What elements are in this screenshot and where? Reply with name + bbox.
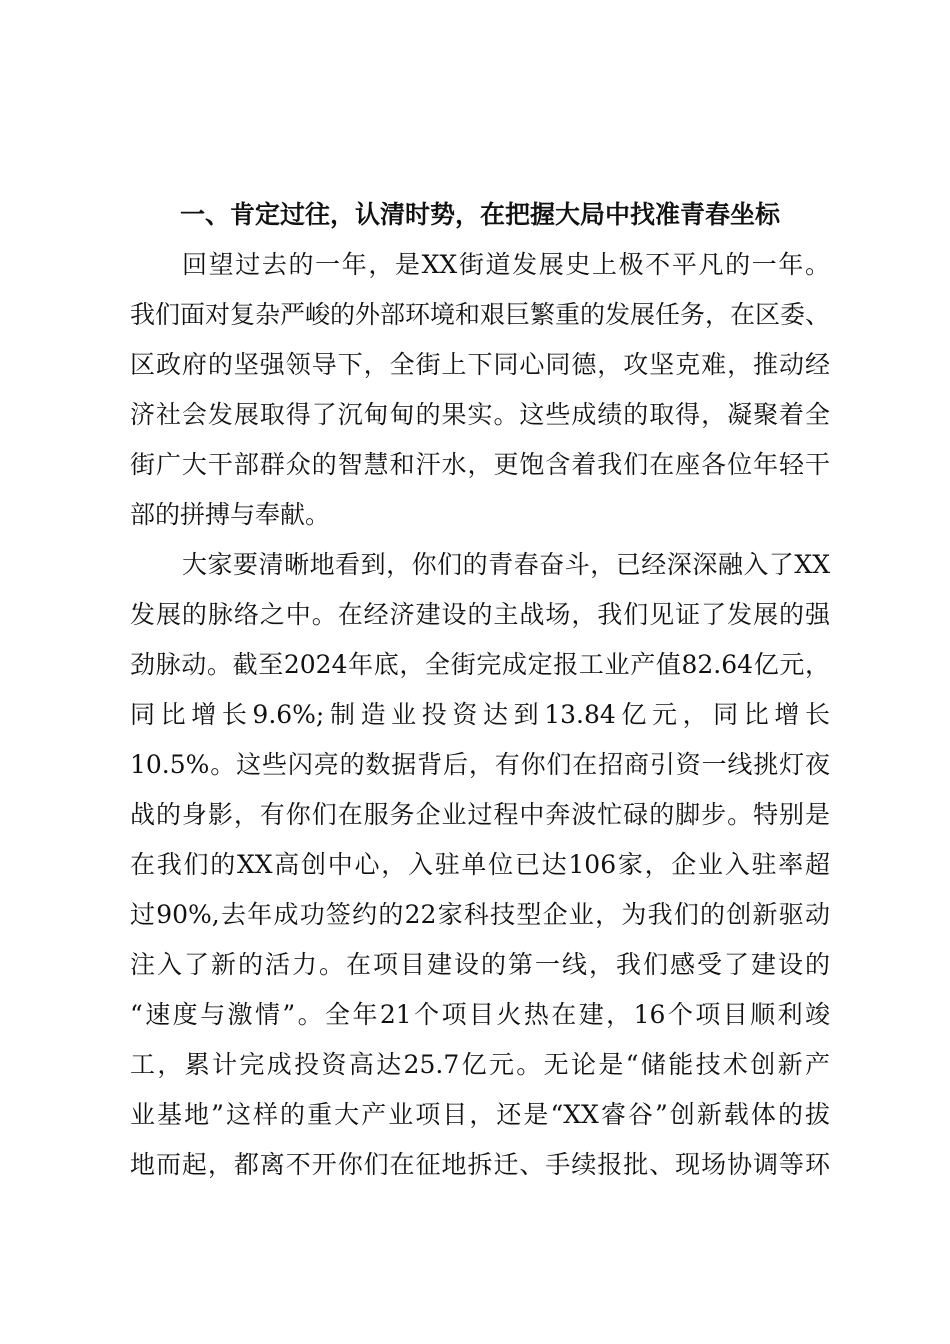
text-line: 我们面对复杂严峻的外部环境和艰巨繁重的发展任务，在区委、 [130, 300, 831, 329]
text-line: 业基地”这样的重大产业项目，还是“XX睿谷”创新载体的拔 [130, 1100, 830, 1129]
text-line: 过90%,去年成功签约的22家科技型企业，为我们的创新驱动 [130, 900, 830, 929]
text-line: 部的拼搏与奉献。 [130, 500, 331, 529]
text-line: 在我们的XX高创中心，入驻单位已达106家，企业入驻率超 [130, 850, 830, 879]
text-line: 回望过去的一年，是XX街道发展史上极不平凡的一年。 [182, 250, 830, 279]
text-line: 同比增长9.6%;制造业投资达到13.84亿元，同比增长 [130, 700, 830, 729]
text-line: 劲脉动。截至2024年底，全街完成定报工业产值82.64亿元， [130, 650, 830, 679]
text-line: 发展的脉络之中。在经济建设的主战场，我们见证了发展的强 [130, 600, 830, 629]
text-line: 工，累计完成投资高达25.7亿元。无论是“储能技术创新产 [130, 1050, 830, 1079]
text-line: 地而起，都离不开你们在征地拆迁、手续报批、现场协调等环 [130, 1150, 830, 1179]
text-line: 区政府的坚强领导下，全街上下同心同德，攻坚克难，推动经 [130, 350, 830, 379]
section-heading: 一、肯定过往，认清时势，在把握大局中找准青春坐标 [179, 200, 780, 229]
body-text [130, 240, 830, 1190]
text-line: 街广大干部群众的智慧和汗水，更饱含着我们在座各位年轻干 [130, 450, 830, 479]
text-line: 大家要清晰地看到，你们的青春奋斗，已经深深融入了XX [182, 550, 830, 579]
text-line: 战的身影，有你们在服务企业过程中奔波忙碌的脚步。特别是 [130, 800, 830, 829]
text-line: 注入了新的活力。在项目建设的第一线，我们感受了建设的 [130, 950, 830, 979]
text-line: “速度与激情”。全年21个项目火热在建，16个项目顺利竣 [130, 1000, 830, 1029]
text-line: 10.5%。这些闪亮的数据背后，有你们在招商引资一线挑灯夜 [130, 750, 830, 779]
text-line: 济社会发展取得了沉甸甸的果实。这些成绩的取得，凝聚着全 [130, 400, 830, 429]
